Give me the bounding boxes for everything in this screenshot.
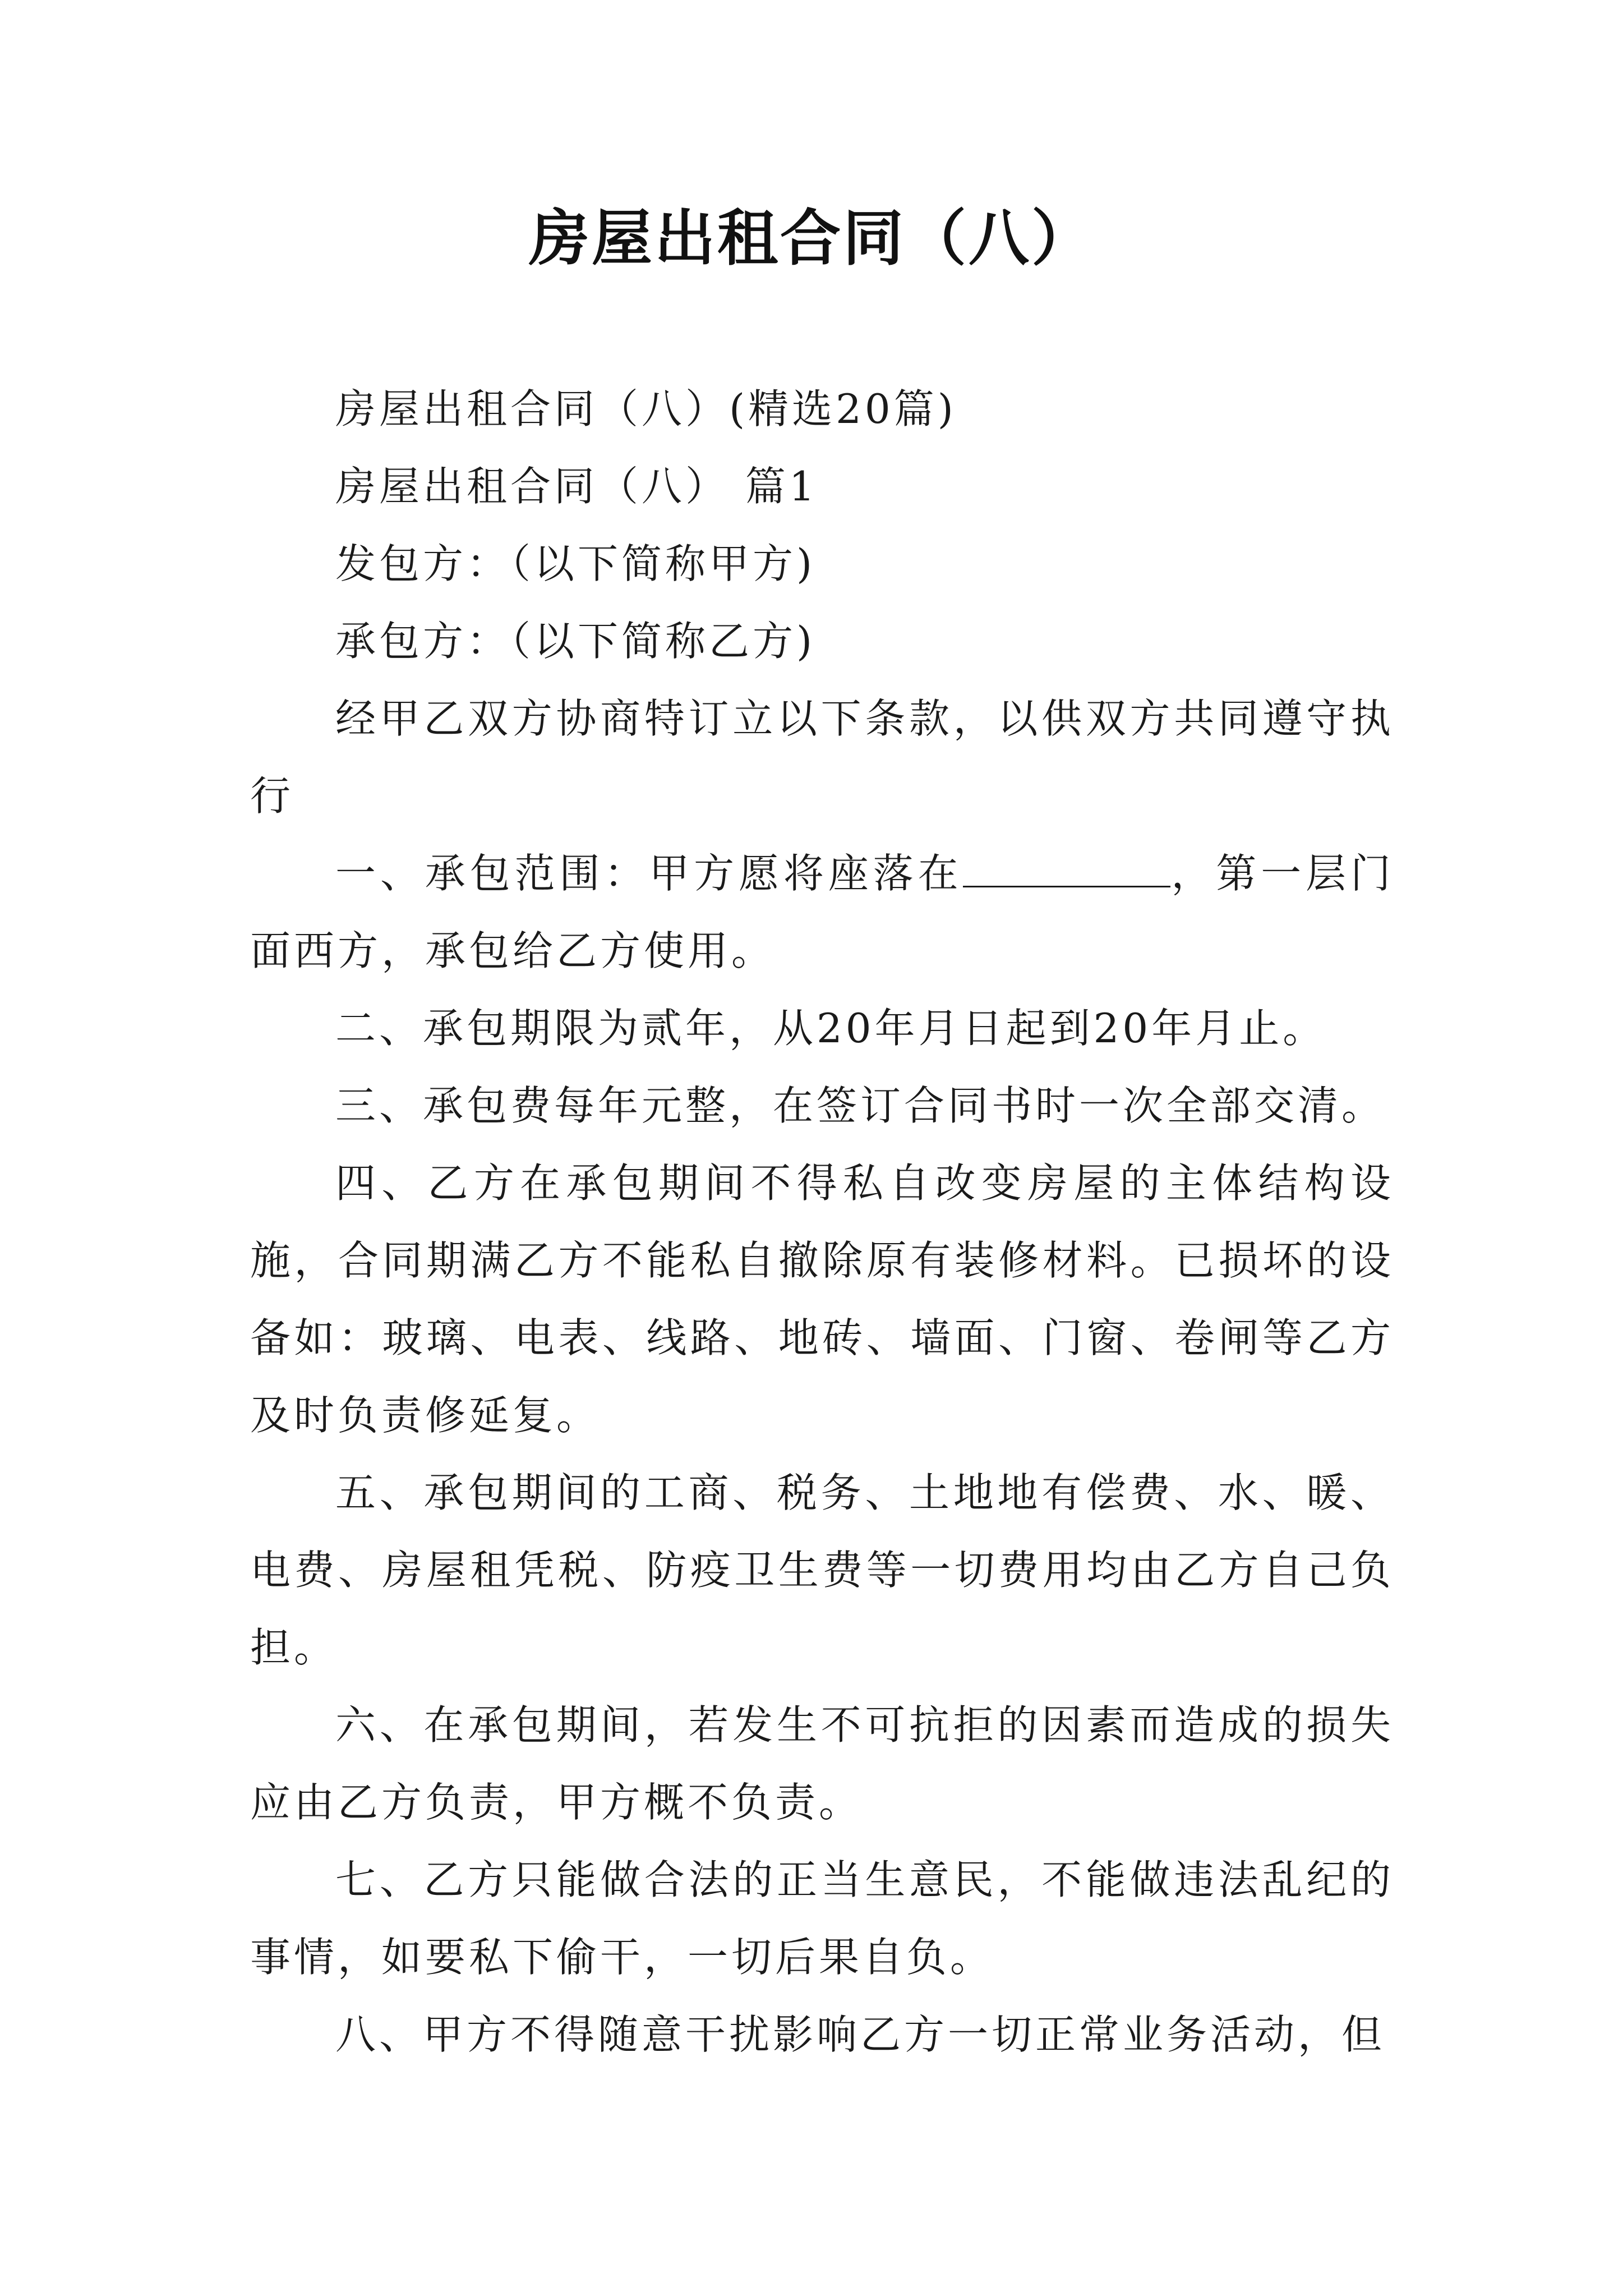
paragraph-clause-6: 六、在承包期间，若发生不可抗拒的因素而造成的损失应由乙方负责，甲方概不负责。 — [250, 1701, 1394, 1826]
paragraph-party-b: 承包方：（以下简称乙方) — [335, 618, 816, 665]
paragraph-clause-3: 三、承包费每年元整，在签订合同书时一次全部交清。 — [335, 1082, 1386, 1129]
paragraph-clause-7: 七、乙方只能做合法的正当生意民，不能做违法乱纪的事情，如要私下偷干，一切后果自负。 — [250, 1856, 1394, 1981]
document-body — [250, 370, 1394, 2073]
document-title: 房屋出租合同（八） — [528, 203, 1094, 274]
paragraph-clause-1 — [250, 835, 1394, 990]
address-blank-line — [963, 852, 1170, 887]
paragraph-party-a: 发包方：（以下简称甲方) — [335, 540, 816, 587]
paragraph-section-heading: 房屋出租合同（八） 篇1 — [335, 463, 818, 510]
paragraph-clause-8: 八、甲方不得随意干扰影响乙方一切正常业务活动，但 — [335, 2011, 1386, 2058]
paragraph-subtitle: 房屋出租合同（八）(精选20篇) — [335, 385, 957, 432]
paragraph-clause-5: 五、承包期间的工商、税务、土地地有偿费、水、暖、电费、房屋租凭税、防疫卫生费等一切费用均由乙方自己负担。 — [250, 1469, 1394, 1671]
paragraph-clause-2: 二、承包期限为贰年，从20年月日起到20年月止。 — [335, 1005, 1327, 1052]
clause-1-text-before: 一、承包范围：甲方愿将座落在 — [335, 850, 963, 897]
paragraph-preamble: 经甲乙双方协商特订立以下条款，以供双方共同遵守执行 — [250, 695, 1394, 820]
paragraph-clause-4: 四、乙方在承包期间不得私自改变房屋的主体结构设施，合同期满乙方不能私自撤除原有装修材料。已损坏的设备如：玻璃、电表、线路、地砖、墙面、门窗、卷闸等乙方及时负责修延复。 — [250, 1159, 1394, 1439]
clause-1-text-after: ，第一层门面西方，承包给乙方使用。 — [250, 850, 1394, 974]
